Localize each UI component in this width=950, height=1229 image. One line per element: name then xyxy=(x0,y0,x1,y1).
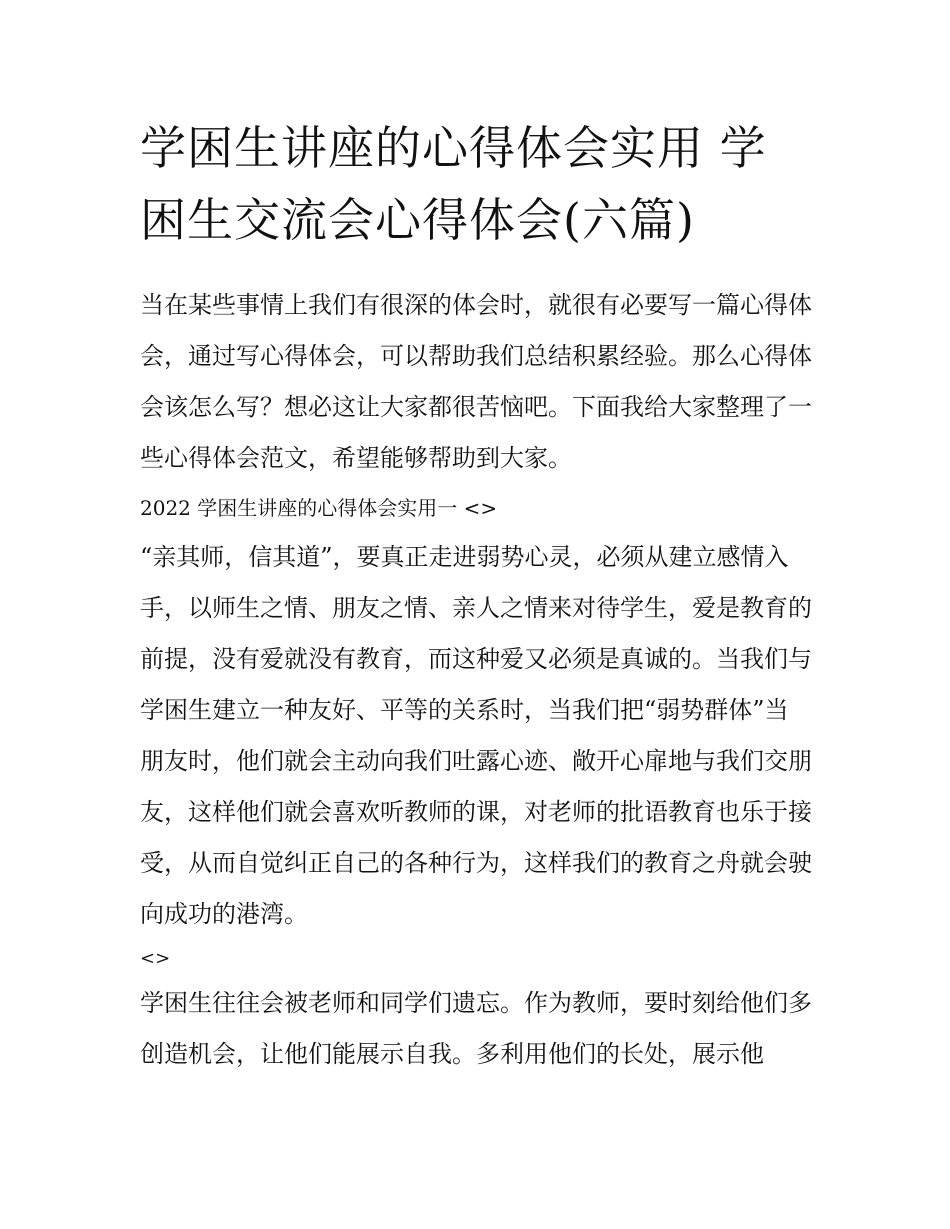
section-marker: <> xyxy=(140,948,171,969)
intro-paragraph: 当在某些事情上我们有很深的体会时，就很有必要写一篇心得体会，通过写心得体会，可以帮助我们总结积累经验。那么心得体会该怎么写？想必这让大家都很苦恼吧。下面我给大家整理了一些心得体会范文，希望能够帮助到大家。 xyxy=(140,291,812,472)
section-heading: 2022 学困生讲座的心得体会实用一 <> xyxy=(140,496,498,520)
body-paragraph-1: “亲其师，信其道”，要真正走进弱势心灵，必须从建立感情入手，以师生之情、朋友之情、亲人之情来对待学生，爱是教育的前提，没有爱就没有教育，而这种爱又必须是真诚的。当我们与学困生建立一种友好、平等的关系时，当我们把“弱势群体”当朋友时，他们就会主动向我们吐露心迹、敞开心扉地与我们交朋友，这样他们就会喜欢听教师的课，对老师的批语教育也乐于接受，从而自觉纠正自己的各种行为，这样我们的教育之舟就会驶向成功的港湾。 xyxy=(140,543,812,928)
document-title: 学困生讲座的心得体会实用 学困生交流会心得体会(六篇) xyxy=(140,121,767,247)
document-content xyxy=(140,112,812,1080)
body-paragraph-2: 学困生往往会被老师和同学们遗忘。作为教师，要时刻给他们多创造机会，让他们能展示自我。多利用他们的长处，展示他 xyxy=(140,989,812,1068)
